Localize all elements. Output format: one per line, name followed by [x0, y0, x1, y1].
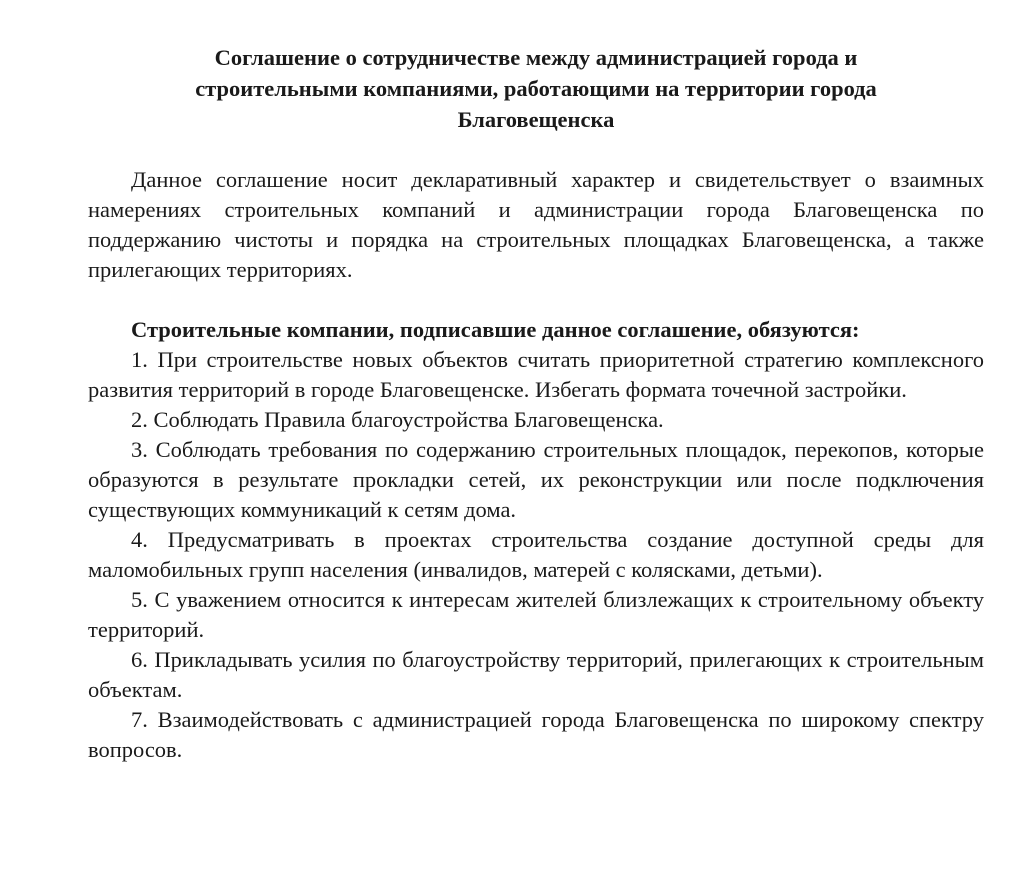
obligation-item: 4. Предусматривать в проектах строительства создание доступной среды для маломобильных групп населения (инвалидов, матерей с колясками, детьми).: [88, 527, 984, 582]
title-line: строительными компаниями, работающими на территории города: [195, 76, 877, 101]
obligation-item: 7. Взаимодействовать с администрацией города Благовещенска по широкому спектру вопросов.: [88, 707, 984, 762]
obligations-heading: Строительные компании, подписавшие данное соглашение, обязуются:: [131, 317, 860, 342]
document-title: [88, 42, 984, 135]
document-page: [88, 42, 984, 765]
obligation-item: 3. Соблюдать требования по содержанию строительных площадок, перекопов, которые образуются в результате прокладки сетей, их реконструкции или после подключения существующих коммуникаций к сетям дома.: [88, 437, 984, 522]
obligation-item: 2. Соблюдать Правила благоустройства Благовещенска.: [131, 407, 664, 432]
title-line: Соглашение о сотрудничестве между администрацией города и: [214, 45, 858, 70]
obligation-item: 5. С уважением относится к интересам жителей близлежащих к строительному объекту территорий.: [88, 587, 984, 642]
obligation-item: 6. Прикладывать усилия по благоустройству территорий, прилегающих к строительным объектам.: [88, 647, 984, 702]
title-line: Благовещенска: [457, 107, 615, 132]
intro-paragraph: Данное соглашение носит декларативный характер и свидетельствует о взаимных намерениях строительных компаний и администрации города Благовещенска по поддержанию чистоты и порядка на строительных площадках Благовещенска, а также прилегающих территориях.: [88, 167, 984, 282]
obligation-item: 1. При строительстве новых объектов считать приоритетной стратегию комплексного развития территорий в городе Благовещенске. Избегать формата точечной застройки.: [88, 347, 984, 402]
